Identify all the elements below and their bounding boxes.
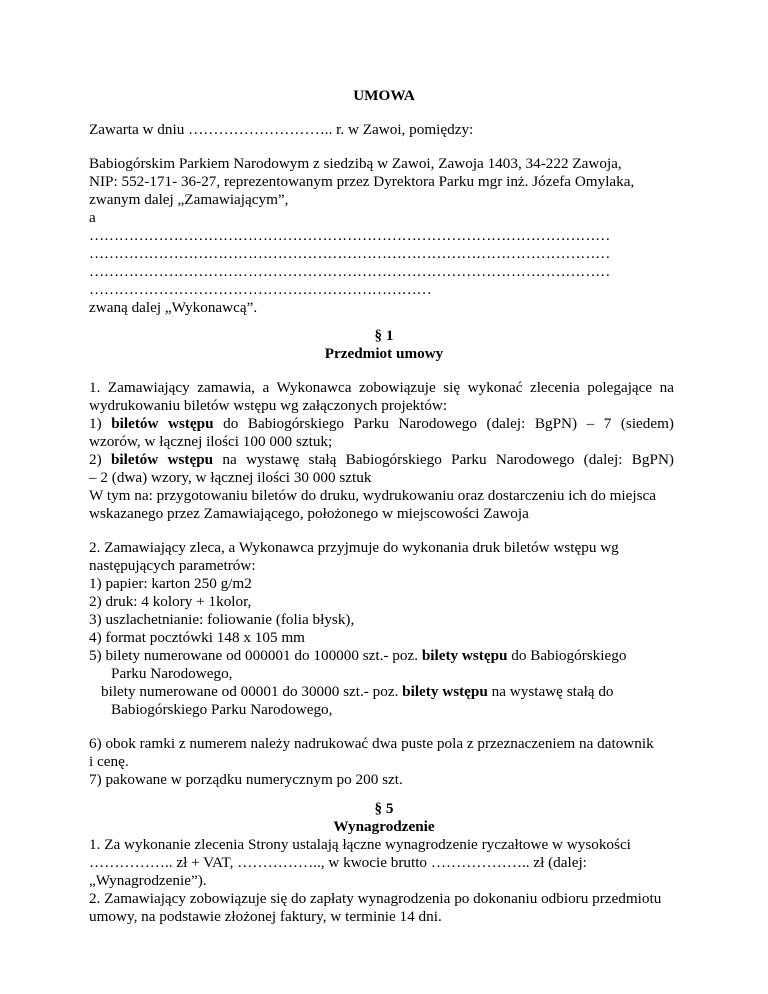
and-line: a <box>89 209 96 226</box>
section5-number: § 5 <box>374 800 394 817</box>
s1-param: 4) format pocztówki 148 x 105 mm <box>89 629 305 646</box>
document-title: UMOWA <box>353 87 415 104</box>
s5-line-5: umowy, na podstawie złożonej faktury, w terminie 14 dni. <box>89 908 442 925</box>
s1-item1-line-2: wzorów, w łącznej ilości 100 000 sztuk; <box>89 433 333 450</box>
s1-param5-line-2: Parku Narodowego, <box>111 665 233 682</box>
party1-line-2: NIP: 552-171- 36-27, reprezentowanym przez Dyrektora Parku mgr inż. Józefa Omylaka, <box>89 173 635 190</box>
section1-title: Przedmiot umowy <box>324 345 444 362</box>
section5-title: Wynagrodzenie <box>333 818 435 835</box>
s1-p2-line-2: następujących parametrów: <box>89 557 256 574</box>
s1-wtym-line-1: W tym na: przygotowaniu biletów do druku, wydrukowaniu oraz dostarczeniu ich do miejsca <box>89 487 656 504</box>
s1-param6-line-2: i cenę. <box>89 753 129 770</box>
s1-p1-line-2: wydrukowaniu biletów wstępu wg załączonych projektów: <box>89 397 448 414</box>
s1-wtym-line-2: wskazanego przez Zamawiającego, położonego w miejscowości Zawoja <box>89 505 529 522</box>
s5-line-4: 2. Zamawiający zobowiązuje się do zapłaty wynagrodzenia po dokonaniu odbioru przedmiotu <box>89 890 662 907</box>
dots-line: …………………………………………………………………………………………… <box>89 227 611 244</box>
s5-line-1: 1. Za wykonanie zlecenia Strony ustalają łączne wynagrodzenie ryczałtowe w wysokości <box>89 836 631 853</box>
s1-param5-line-4: Babiogórskiego Parku Narodowego, <box>111 701 333 718</box>
s5-line-3: „Wynagrodzenie”). <box>89 872 207 889</box>
s1-param5-line-3: bilety numerowane od 00001 do 30000 szt.- poz. bilety wstępu na wystawę stałą do <box>101 683 614 700</box>
party1-line-3: zwanym dalej „Zamawiającym”, <box>89 191 289 208</box>
dots-line: …………………………………………………………… <box>89 281 432 298</box>
s1-param: 1) papier: karton 250 g/m2 <box>89 575 252 592</box>
s1-item2-line-2: – 2 (dwa) wzory, w łącznej ilości 30 000 sztuk <box>89 469 372 486</box>
s1-p2-line-1: 2. Zamawiający zleca, a Wykonawca przyjmuje do wykonania druk biletów wstępu wg <box>89 539 619 556</box>
s1-param: 2) druk: 4 kolory + 1kolor, <box>89 593 252 610</box>
s1-param5-line-1: 5) bilety numerowane od 000001 do 100000 szt.- poz. bilety wstępu do Babiogórskiego <box>89 647 627 664</box>
s5-line-2: …………….. zł + VAT, …………….., w kwocie brutto ……………….. zł (dalej: <box>89 854 587 871</box>
s1-item1-line-1: 1) biletów wstępu do Babiogórskiego Parku Narodowego (dalej: BgPN) – 7 (siedem) <box>89 415 674 432</box>
date-line: Zawarta w dniu ……………………….. r. w Zawoi, pomiędzy: <box>89 121 474 138</box>
s1-param: 3) uszlachetnianie: foliowanie (folia błysk), <box>89 611 355 628</box>
dots-line: …………………………………………………………………………………………… <box>89 263 611 280</box>
s1-param7: 7) pakowane w porządku numerycznym po 200 szt. <box>89 771 403 788</box>
s1-p1-line-1: 1. Zamawiający zamawia, a Wykonawca zobowiązuje się wykonać zlecenia polegające na <box>89 379 674 396</box>
section1-number: § 1 <box>374 327 394 344</box>
s1-item2-line-1: 2) biletów wstępu na wystawę stałą Babiogórskiego Parku Narodowego (dalej: BgPN) <box>89 451 674 468</box>
party1-line-1: Babiogórskim Parkiem Narodowym z siedzibą w Zawoi, Zawoja 1403, 34-222 Zawoja, <box>89 155 622 172</box>
dots-line: …………………………………………………………………………………………… <box>89 245 611 262</box>
s1-param6-line-1: 6) obok ramki z numerem należy nadrukować dwa puste pola z przeznaczeniem na datownik <box>89 735 654 752</box>
contractor-line: zwaną dalej „Wykonawcą”. <box>89 299 258 316</box>
